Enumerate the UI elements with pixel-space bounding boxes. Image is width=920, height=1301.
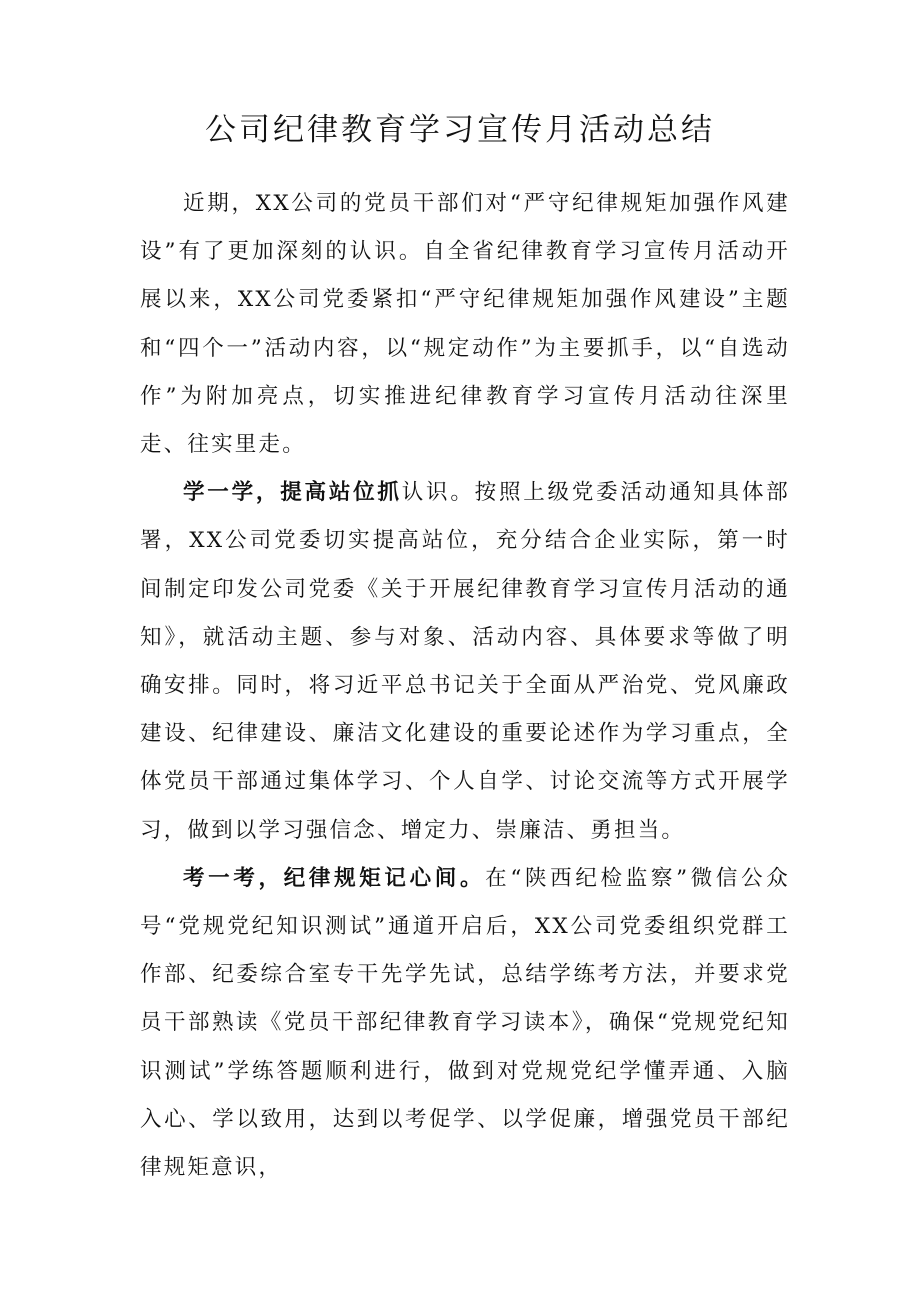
document-title: 公司纪律教育学习宣传月活动总结 [205,112,715,148]
paragraph-exam-text: 在“陕西纪检监察”微信公众号“党规党纪知识测试”通道开启后，XX公司党委组织党群工作部、纪委综合室专干先学先试，总结学练考方法，并要求党员干部熟读《党员干部纪律教育学习读本》，确保“党规党纪知识测试”学练答题顺利进行，做到对党规党纪学懂弄通、入脑入心、学以致用，达到以考促学、以学促廉，增强党员干部纪律规矩意识， [140,865,790,1181]
paragraph-exam [140,855,790,1192]
paragraph-study-heading: 学一学，提高站位抓 [183,480,402,506]
paragraph-intro [140,180,790,469]
paragraph-study [140,469,790,855]
paragraph-intro-text: 近期，XX公司的党员干部们对“严守纪律规矩加强作风建设”有了更加深刻的认识。自全省纪律教育学习宣传月活动开展以来，XX公司党委紧扣“严守纪律规矩加强作风建设”主题和“四个一”活动内容，以“规定动作”为主要抓手，以“自选动作”为附加亮点，切实推进纪律教育学习宣传月活动往深里走、往实里走。 [140,191,790,458]
paragraph-study-text: 认识。按照上级党委活动通知具体部署，XX公司党委切实提高站位，充分结合企业实际，第一时间制定印发公司党委《关于开展纪律教育学习宣传月活动的通知》，就活动主题、参与对象、活动内容、具体要求等做了明确安排。同时，将习近平总书记关于全面从严治党、党风廉政建设、纪律建设、廉洁文化建设的重要论述作为学习重点，全体党员干部通过集体学习、个人自学、讨论交流等方式开展学习，做到以学习强信念、增定力、崇廉洁、勇担当。 [140,480,790,843]
document-body [140,180,790,1192]
paragraph-exam-heading: 考一考，纪律规矩记心间。 [183,865,486,891]
